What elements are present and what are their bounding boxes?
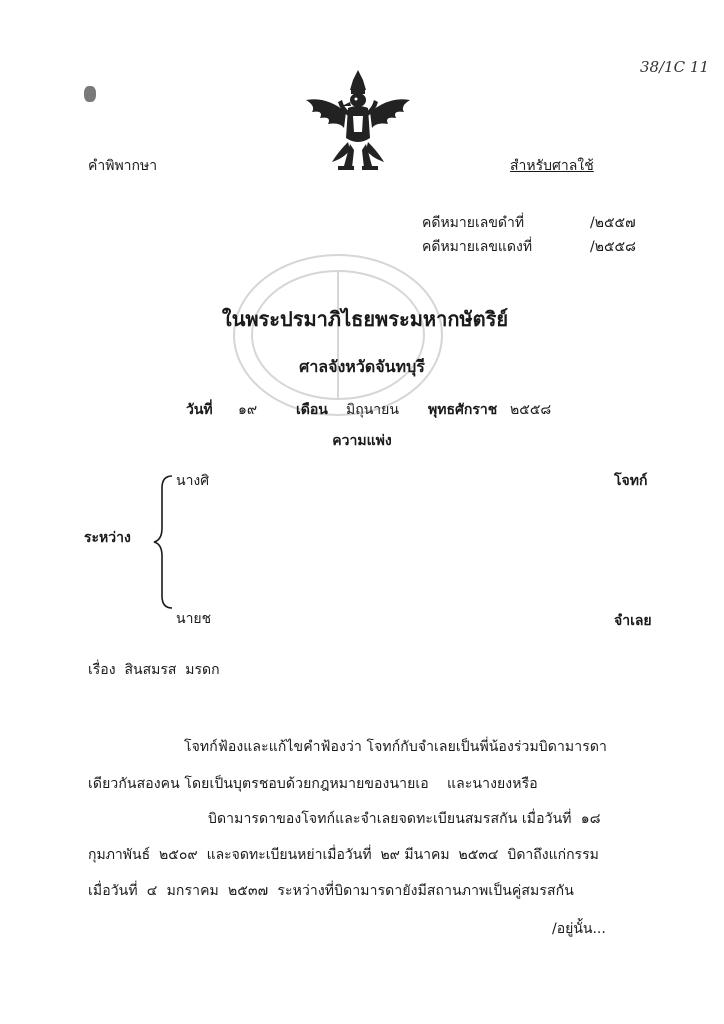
date-month: มิถุนายน — [346, 402, 399, 418]
plaintiff-role: โจทก์ — [614, 473, 648, 489]
royal-heading: ในพระปรมาภิไธยพระมหากษัตริย์ — [221, 307, 509, 331]
body-line: โจทก์ฟ้องและแก้ไขคำฟ้องว่า โจทก์กับจำเลยเป็นพี่น้องร่วมบิดามารดา — [184, 739, 607, 755]
court-name: ศาลจังหวัดจันทบุรี — [299, 357, 425, 376]
black-case-number: /๒๕๕๗ — [590, 215, 636, 231]
plaintiff-name: นางศิ — [176, 473, 210, 489]
defendant-name: นายช — [176, 611, 212, 627]
body-line: เดียวกันสองคน โดยเป็นบุตรชอบด้วยกฎหมายของนายเอ และนางยงหรือ — [88, 776, 538, 792]
red-case-label: คดีหมายเลขแดงที่ — [422, 239, 533, 255]
body-line: เมื่อวันที่ ๔ มกราคม ๒๕๓๗ ระหว่างที่บิดามารดายังมีสถานภาพเป็นคู่สมรสกัน — [88, 883, 574, 899]
court-use-label: สำหรับศาลใช้ — [510, 158, 594, 174]
date-year: ๒๕๕๘ — [510, 402, 552, 418]
continuation-marker: /อยู่นั้น... — [552, 921, 606, 937]
garuda-emblem — [298, 66, 418, 174]
date-day-label: วันที่ — [186, 402, 213, 418]
date-month-label: เดือน — [296, 402, 328, 418]
date-day: ๑๙ — [238, 402, 258, 418]
black-case-label: คดีหมายเลขดำที่ — [422, 215, 525, 231]
body-line: กุมภาพันธ์ ๒๕๐๙ และจดทะเบียนหย่าเมื่อวันที่ ๒๙ มีนาคม ๒๕๓๔ บิดาถึงแก่กรรม — [88, 847, 599, 863]
scan-speck — [84, 86, 96, 102]
between-brace — [152, 472, 176, 612]
body-line: บิดามารดาของโจทก์และจำเลยจดทะเบียนสมรสกัน เมื่อวันที่ ๑๘ — [208, 811, 601, 827]
date-year-label: พุทธศักราช — [428, 402, 498, 418]
case-type: ความแพ่ง — [332, 433, 392, 449]
case-subject: เรื่อง สินสมรส มรดก — [88, 662, 220, 678]
defendant-role: จำเลย — [614, 613, 652, 629]
court-seal-watermark — [228, 250, 448, 420]
document-type-label: คำพิพากษา — [88, 158, 158, 174]
between-label: ระหว่าง — [84, 530, 131, 546]
red-case-number: /๒๕๕๘ — [590, 239, 636, 255]
handwritten-note: 38/1C 11 — [640, 58, 710, 76]
